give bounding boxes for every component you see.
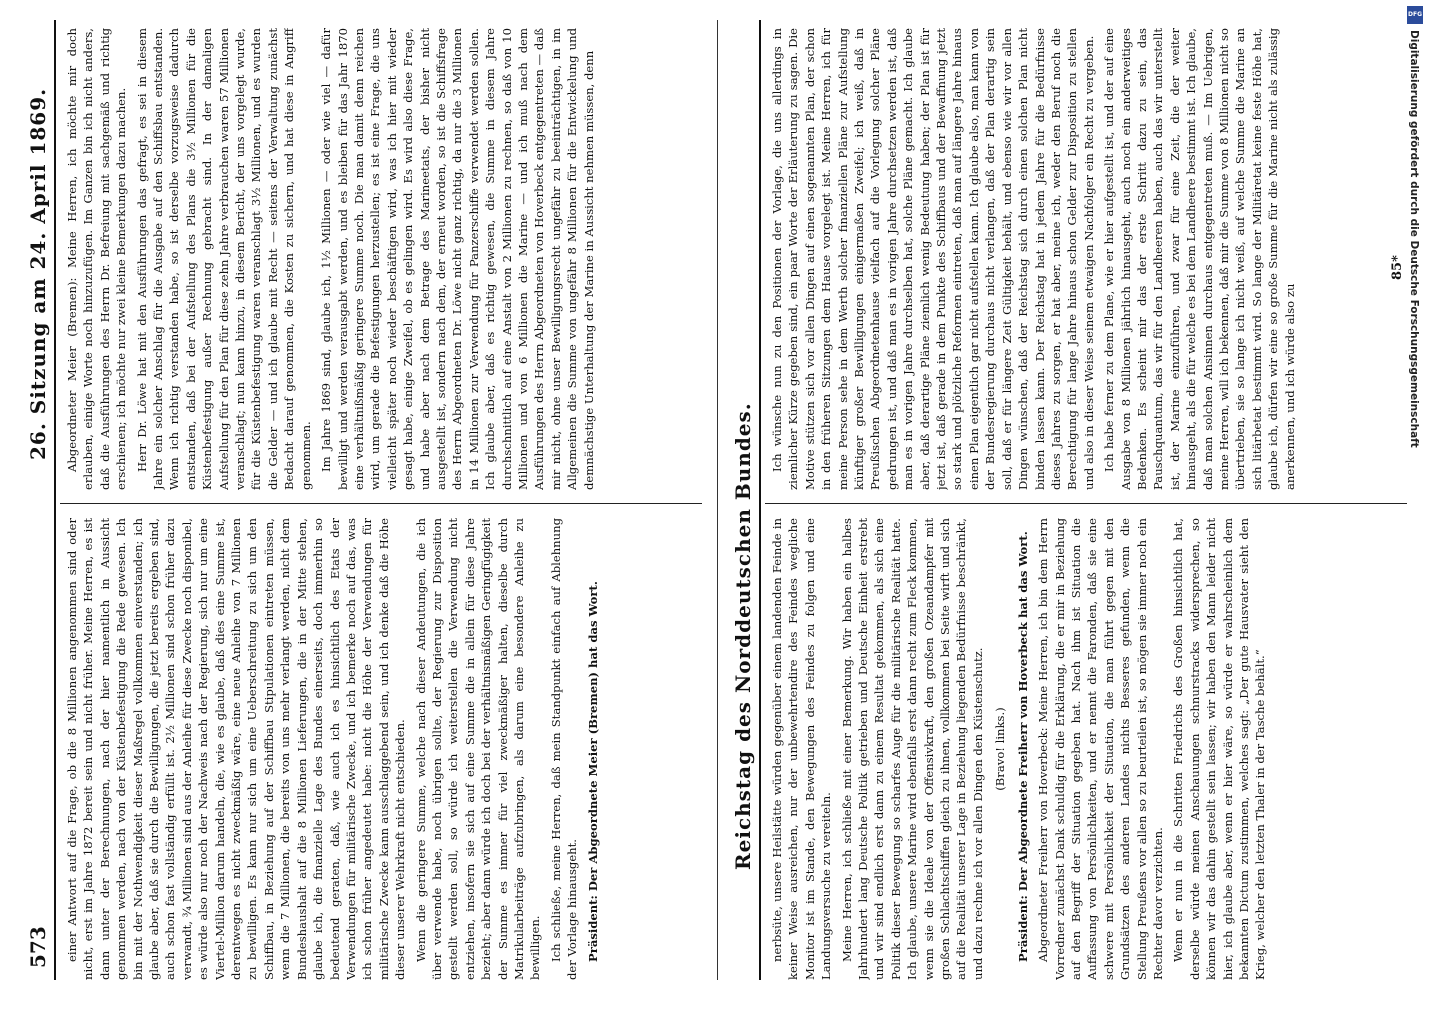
left-page-header (725, 20, 761, 980)
paragraph: einer Antwort auf die Frage, ob die 8 Millionen angenommen sind oder nicht, erst im Jahre 1872 bereit sein und nicht früher. Meine Herren, es ist dann unter der Berechnungen, nach der hier namentlich in Aussicht genommen werden, nach von der Küstenbefestigung die Rede gewesen. Ich bin mit der Nothwendigkeit dieser Maßregel vollkommen einverstanden; ich glaube aber, daß sie durch die Bewilligungen, die jetzt bereits ergeben sind, auch schon fast vollständig erfüllt ist. 2½ Millionen sind schon früher dazu verwandt, ¾ Millionen sind aus der Anleihe für diese Zwecke noch disponibel, es würde also nur noch der Nachweis nach der Regierung, sich nur um eine Viertel-Million darum handeln, die, wie es glaube, daß dies eine Summe ist, derentwegen es nicht zweckmäßig wäre, eine neue Anleihe von 7 Millionen zu bewilligen. Es kann nur sich um eine Ueberschreitung zu sich um den Schiffbau, in Beziehung auf der Schiffbau Stipulationen eintreten müssen, wenn die 7 Millionen, die bereits von uns mehr verlangt werden, nicht dem Bundeshaushalt auf die 8 Millionen Lieferungen, die in der Mitte stehen, glaube ich, die finanzielle Lage des Bundes einerseits, doch immerhin so bedeutend geraten, daß, wie auch ich es hinsichtlich des Etats der Verwendungen für militärische Zwecke, und ich bemerke noch auf das, was ich schon früher angedeutet habe: nicht die Höhe der Verwendungen für militärische Zwecke kann ausschlaggebend sein, und ich denke daß die Höhe dieser unserer Wehrkraft nicht entschieden. (65, 518, 408, 980)
page-divider (717, 20, 718, 980)
speaker-paragraph: Präsident: Der Abgeordnete Freiherr von Hoverbeck hat das Wort. (1015, 531, 1030, 962)
speaker-paragraph: Abgeordneter Meier (Bremen): Meine Herren, ich möchte mir doch erlauben, einige Worte noch hinzuzufügen. Im Ganzen bin ich nicht anders, daß die Ausführungen des Herrn Dr. Befreiung mit sachgemäß und richtig erschienen; ich möchte nur zwei kleine Bemerkungen dazu machen. (65, 28, 129, 490)
paragraph: Meine Herren, ich schließe mit einer Bemerkung. Wir haben ein halbes Jahrhundert lang Deutsche Politik getrieben und Deutsche Einheit erstrebt und wir sind endlich erst dann zu einem Resultat gekommen, als sich eine Politik dieser Bewegung so scharfes Auge für die militärische Realität hatte. Ich glaube, unsere Marine wird ebenfalls erst dann recht zum Fleck kommen, wenn sie die Ideale von der Offensivkraft, den großen Ozeandampfer mit großen Schlachtschiffen gleich zu ihnen, vollkommen bei Seite wirft und sich auf die Realität unserer Lage in Beziehung liegenden Bedürfnisse beschränkt, und dazu rechne ich vor allen Dingen den Küstenschutz. (839, 518, 985, 980)
dfg-logo-icon: DFG (1407, 6, 1423, 24)
right-page-number: 573 (26, 926, 50, 968)
paragraph: Ich habe ferner zu dem Plane, wie er hier aufgestellt ist, und der auf eine Ausgabe von 8 Millionen jährlich hinausgeht, auch noch ein anderweitiges Bedenken. Es scheint mir das der erste Schritt dazu zu sein, das Pauschquantum, das wir für den Landheeren haben, auch das wir unterstellt ist, der Marine einzuführen, und zwar für eine Zeit, die der weiter hinausgeht, als die für welche es bei dem Landheere bestimmt ist. Ich glaube, daß man solchen Ansinnen durchaus entgegentreten muß. — Im Uebrigen, meine Herren, will ich bekennen, daß mir die Summe von 8 Millionen nicht so übertrieben, sie so lange ich nicht weiß, auf welche Summe die Marine an sich litärbetat bestimmt wird. So lange der Militäretat keine feste Höhe hat, glaube ich, dürfen wir eine so große Summe für die Marine nicht als zulässig anerkennen, und ich würde also zu (1102, 28, 1297, 490)
scanned-page (20, 20, 1415, 980)
left-page-running-title: Reichstag des Norddeutschen Bundes. (731, 402, 755, 870)
speaker-paragraph: Präsident: Der Abgeordnete Meier (Bremen) hat das Wort. (585, 581, 600, 962)
paragraph: Im Jahre 1869 sind, glaube ich, 1½ Millionen — oder wie viel — dafür bewilligt und werden verausgabt werden, und es bleiben für das Jahr 1870 eine verhältnißmäßig geringere Summe noch. Die man damit denn reichen wird, um gerade die Befestigungen herzustellen; es ist eine Frage, die uns vielleicht später noch wieder beschäftigen wird, was ich hier mit wieder gesagt habe, einige Zweifel, ob es gelingen wird. Es wird also diese Frage, und habe aber nach dem Betrage des Marineetats, der bisher nicht ausgestellt ist, sondern nach dem, der erneut worden, so ist die Schiffsfrage des Herrn Abgeordneten Dr. Löwe nicht ganz richtig, da nur die 3 Millionen in 14 Millionen zur Verwendung für Panzerschiffe verwendet werden sollen. Ich glaube aber, daß es richtig gewesen, die Summe in diesem Jahre durchschnittlich auf eine Anstalt von 2 Millionen zu rechnen, so daß von 10 Millionen und von 6 Millionen die Marine — und ich muß nach dem Ausführungen des Herrn Abgeordneten von Hoverbeck entgegentreten — daß mir nicht, ohne unser Bewilligungsrecht ungefähr zu beeinträchtigen, in im Allgemeinen die Summe von ungefähr 8 Millionen für die Entwickelung und demnächstige Unterhaltung der Marine in Aussicht nehmen müssen, denn (319, 28, 596, 490)
right-page-column-2 (64, 28, 702, 490)
page-rotated-content (20, 20, 1415, 980)
left-page-column-1 (769, 518, 1407, 980)
right-page-running-title: 26. Sitzung am 24. April 1869. (26, 87, 50, 460)
paragraph: Ich schließe, meine Herren, daß mein Standpunkt einfach auf Ablehnung der Vorlage hinausgeht. (548, 518, 580, 980)
column-divider (765, 503, 1407, 504)
right-page-column-1 (64, 518, 702, 980)
signature-mark: 85* (1390, 255, 1405, 280)
left-page (725, 20, 1415, 980)
paragraph: nerbsüte, unsere Heilstätte würden gegenüber einem landenden Feinde in keiner Weise ausreichen, nur der unbewehrtendire des Feindes wegliche Monitor ist im Stande, den Bewegungen des Feindes zu folgen und eine Landungsversuche zu vereiteln. (770, 518, 834, 980)
right-page (20, 20, 710, 980)
paragraph: Wenn er nun in die Schritten Friedrichs des Großen hinsichtlich hat, derselbe würde meinen Anschauungen schnurstracks widersprechen, so können wir das dahin gestellt sein lassen; wir haben den Mann leider nicht hier, ich glaube aber, wenn er hier wäre, so würde er wahrscheinlich dem bekannten Dictum zustimmen, welches sagt: „Der gute Hausvater sieht den Krieg, welcher den letzten Thaler in der Tasche behält.“ (1171, 518, 1268, 980)
paragraph: Herr Dr. Löwe hat mit den Ausführungen das gefragt, es sei in diesem Jahre ein solcher Anschlag für die Ausgabe auf den Schiffsbau entstanden. Wenn ich richtig verstanden habe, so ist derselbe vorzugsweise dadurch entstanden, daß bei der Aufstellung des Plans die 3½ Millionen für die Küstenbefestigung außer Rechnung gebracht sind. In der damaligen Aufstellung für den Plan für diese zehn Jahre verbrauchen waren 57 Millionen veranschlagt; nun kann hinzu, in diesem Bericht, der uns vorgelegt wurde, für die Küstenbefestigung waren veranschlagt 3½ Millionen, und es wurden die Gelder — und ich glaube mit Recht — seitens der Verwaltung zunächst Bedacht darauf genommen, die Kosten zu sichern, und hat diese in Angriff genommen. (134, 28, 313, 490)
dfg-credit-strip (1405, 0, 1427, 1000)
applause-note: (Bravo! links.) (993, 707, 1008, 791)
speaker-paragraph: Abgeordneter Freiherr von Hoverbeck: Meine Herren, ich bin dem Herrn Vorredner zunächst Dank schuldig für die Erklärung, die er mir in Beziehung auf den Begriff der Situation gegeben hat. Nach ihm ist Situation die Auffassung von Persönlichkeiten, und er nennt die Faronden, daß sie eine schwere mit Persönlichkeit der Situation, die man führt gegen mit den Grundsätzen des anderen Landes nichts Besseres gefunden, wenn die Stellung Preußens vor allen so zu beurteilen ist, so mögen sie immer noch ein Rechter davor verzichten. (1036, 518, 1165, 980)
left-page-column-2 (769, 28, 1407, 490)
column-divider (60, 503, 702, 504)
paragraph: Wenn die geringere Summe, welche nach dieser Andeutungen, die ich über verwende habe, noch übrigen sollte, der Regierung zur Disposition gestellt werden soll, so würde ich weiterstellen die Verwendung nicht entziehen, insofern sie sich auf eine Summe die in allein für diese Jahre bezieht; aber dann würde ich doch bei der verhältnismäßigen Geringfügigkeit der Summe es immer für viel zweckmäßiger halten, dieselbe durch Matrikularbeiträge aufzubringen, als darum eine besondere Anleihe zu bewilligen. (413, 518, 543, 980)
paragraph: Ich wünsche nun zu den Positionen der Vorlage, die uns allerdings in ziemlicher Kürze gegeben sind, ein paar Worte der Erläuterung zu sagen. Die Motive stützen sich vor allen Dingen auf einen sogenannten Plan, der schon in den früheren Sitzungen dem Hause vorgelegt ist. Meine Herren, ich für meine Person sehe in dem Werth solcher finanziellen Pläne zur Aufstellung künftiger großer Bewilligungen einigermaßen Zweifel; ich weiß, daß in Preußischen Abgeordnetenhause vielfach auf die Vorlegung solcher Pläne gedrungen ist, und daß man es in vorigen Jahre durchsetzen werden ist, daß man es in vorigen Jahre durchselben hat, solche Pläne gemacht. Ich glaube aber, daß derartige Pläne ziemlich wenig Bedeutung haben; der Plan ist für jetzt ist, daß gerade in dem Punkte des Schiffbaus und der Bewaffnung jetzt so stark und plötzliche Reformen eintreten, daß man auf längere Jahre hinaus einen Plan eigentlich gar nicht aufstellen kann. Ich glaube also, man kann von der Bundesregierung durchaus nicht verlangen, daß der Plan derartig sein soll, daß er für längere Zeit Gültigkeit behält, und ebenso wie wir vor allen Dingen wünschen, daß der Reichstag sich durch einen solchen Plan nicht binden lassen kann. Der Reichstag hat in jedem Jahre für die Bedürfnisse dieses Jahres zu sorgen, er hat aber, meine ich, weder den Beruf noch die Berechtigung für lange Jahre hinaus schon Gelder zur Disposition zu stellen und also in dieser Weise seinem etwaigen Nachfolger ein Recht zu vergeben. (770, 28, 1096, 490)
right-page-header (20, 20, 56, 980)
dfg-credit-text: Digitalisierung gefördert durch die Deutsche Forschungsgemeinschaft (1408, 30, 1420, 448)
